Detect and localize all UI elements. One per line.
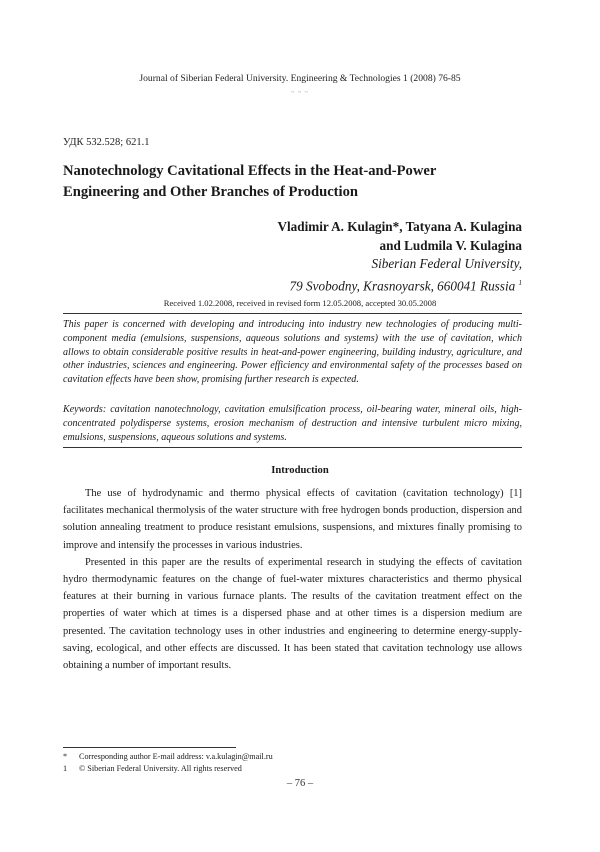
author-block [277, 218, 522, 295]
footnote-mark: * [63, 752, 68, 761]
footnote-text: © Siberian Federal University. All rights reserved [79, 763, 242, 773]
keywords: Keywords: cavitation nanotechnology, cavitation emulsification process, oil-bearing water, mineral oils, high-concentrated polydisperse systems, erosion mechanism of destruction and intensive turbulent micro mixing, emulsions, suspensions, aqueous solutions and systems. [63, 404, 522, 443]
udc-code: УДК 532.528; 621.1 [63, 137, 150, 148]
abstract-bottom-rule [63, 447, 522, 448]
abstract: This paper is concerned with developing and introducing into industry new technologies of producing multi-component media (emulsions, suspensions, aqueous solutions and systems) with the use of cavitation, which allows to obtain considerable positive results in heat-and-power engineering, building industry, agriculture, and other industries, sciences and engineering. Power efficiency and environmental safety of the processes based on cavitation effects have been show, promising further research is expected. [63, 319, 522, 386]
author-names-line-1: Vladimir A. Kulagin*, Tatyana A. Kulagina [277, 219, 522, 234]
paper-title: Nanotechnology Cavitational Effects in the Heat-and-Power Engineering and Other Branches of Production [63, 163, 437, 200]
introduction-body [63, 485, 522, 674]
header-ornament: ~ ~ ~ [291, 90, 309, 96]
section-heading-introduction: Introduction [271, 465, 329, 476]
footnote-rule [63, 747, 236, 748]
body-paragraph: The use of hydrodynamic and thermo physical effects of cavitation (cavitation technology) [1] facilitates mechanical thermolysis of the water structure with free hydrogen bonds production, dispersion and solution annealing treatment to produce resistant emulsions, suspensions, and mixtures finally promising to improve and intensify the processes in various industries. [63, 488, 522, 551]
affiliation-address: 79 Svobodny, Krasnoyarsk, 660041 Russia [289, 277, 516, 293]
footnote-mark: 1 [63, 763, 68, 773]
page-number: – 76 – [286, 778, 314, 789]
footnotes [63, 751, 523, 774]
abstract-top-rule [63, 313, 522, 314]
journal-header: Journal of Siberian Federal University. Engineering & Technologies 1 (2008) 76-85 [139, 73, 461, 84]
affiliation-line-2 [277, 274, 522, 296]
body-paragraph: Presented in this paper are the results of experimental research in studying the effects of cavitation hydro thermodynamic features on the change of fuel-water mixtures characteristics and thermo physical features at their burning in various furnace plants. The results of the cavitation treatment effect on the properties of water which at times is a dispersed phase and at other times is a dispersion medium are presented. The cavitation technology uses in other industries and engineering to determine energy-supply-saving, ecological, and other effects are discussed. It has been stated that cavitation technology use allows obtaining a number of important results. [63, 556, 522, 672]
author-names-line-2: and Ludmila V. Kulagina [379, 237, 522, 253]
footnote-text: Corresponding author E-mail address: v.a.kulagin@mail.ru [79, 752, 273, 761]
affiliation-footnote-mark: 1 [518, 278, 522, 287]
footnote-item [63, 763, 523, 775]
footnote-item [63, 751, 523, 763]
received-dates: Received 1.02.2008, received in revised form 12.05.2008, accepted 30.05.2008 [163, 298, 437, 308]
affiliation-line-1: Siberian Federal University, [371, 256, 522, 271]
